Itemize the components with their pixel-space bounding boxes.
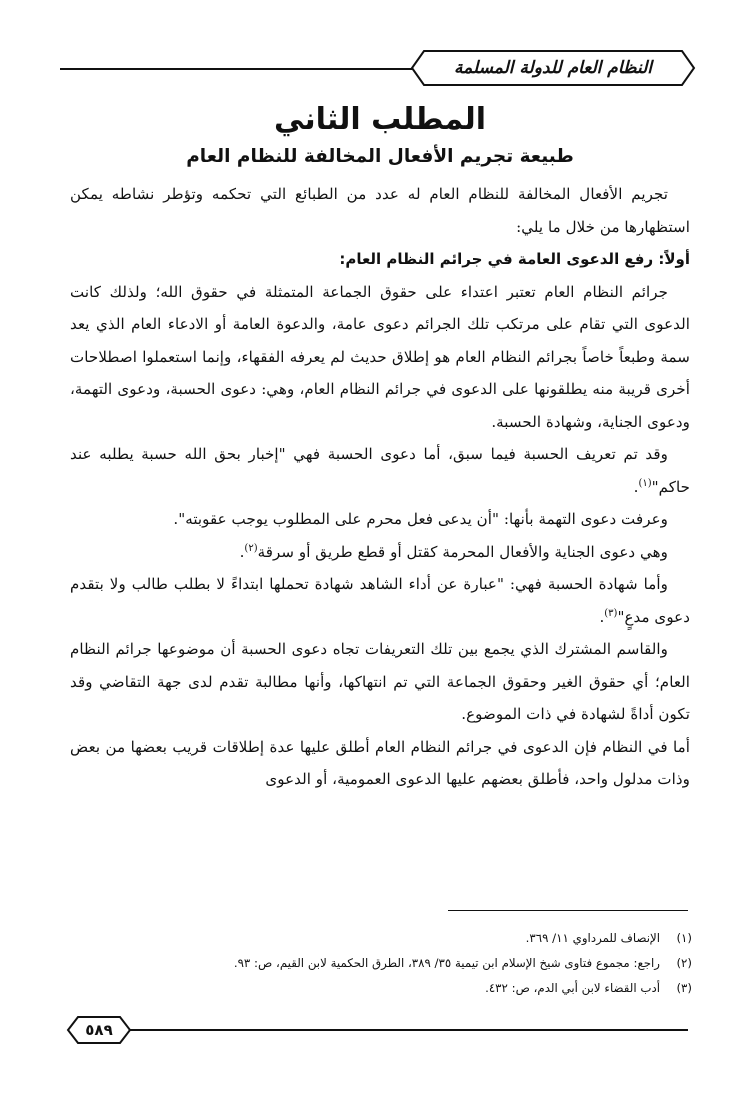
footnote-ref-3: (٣) <box>604 607 618 619</box>
subsection-heading-text: أولاً: رفع الدعوى العامة في جرائم النظام العام: <box>339 250 690 268</box>
paragraph-5: وأما شهادة الحسبة فهي: "عبارة عن أداء الشاهد شهادة تحملها ابتداءً لا بطلب طالب ولا بتقدم دعوى مدعٍ"$^{(٣)}$. <box>70 575 690 626</box>
paragraph-4: وهي دعوى الجناية والأفعال المحرمة كقتل أو قطع طريق أو سرقة$^{(٢)}$. <box>239 542 668 561</box>
footnote-text: الإنصاف للمرداوي ١١/ ٣٦٩. <box>525 931 660 945</box>
page-number-box <box>66 1015 132 1045</box>
footnote-separator <box>448 910 688 911</box>
paragraph-3: وعرفت دعوى التهمة بأنها: "أن يدعى فعل محرم على المطلوب يوجب عقوبته". <box>173 510 668 528</box>
main-content <box>70 96 690 796</box>
footnote-3 <box>80 976 692 1001</box>
footnote-number: (١) <box>676 931 692 945</box>
intro-paragraph: تجريم الأفعال المخالفة للنظام العام له عدد من الطبائع التي تحكمه وتؤطر نشاطه يمكن استظهارها من خلال ما يلي: <box>70 185 690 236</box>
paragraph-4-text: وهي دعوى الجناية والأفعال المحرمة كقتل أو قطع طريق أو سرقة <box>257 542 668 561</box>
section-subtitle: طبيعة تجريم الأفعال المخالفة للنظام العام <box>186 146 574 167</box>
footer-rule <box>128 1029 688 1031</box>
running-header <box>410 49 696 87</box>
footnote-number: (٣) <box>676 981 692 995</box>
footnote-ref-1: (١) <box>638 477 652 489</box>
subsection-heading <box>70 243 690 276</box>
running-header-title: النظام العام للدولة المسلمة <box>454 58 652 78</box>
paragraph-2: وقد تم تعريف الحسبة فيما سبق، أما دعوى الحسبة فهي "إخبار بحق الله حسبة يطلبه عند حاكم"$^{(١)}$. <box>70 445 690 496</box>
footnote-2 <box>80 951 692 976</box>
footnotes <box>80 926 692 1001</box>
footnote-number: (٢) <box>676 956 692 970</box>
paragraph-5-text: وأما شهادة الحسبة فهي: "عبارة عن أداء الشاهد شهادة تحملها ابتداءً لا بطلب طالب ولا بتقدم دعوى مدعٍ" <box>70 575 690 626</box>
footnote-text: أدب القضاء لابن أبي الدم، ص: ٤٣٢. <box>485 981 660 995</box>
footnote-ref-2: (٢) <box>244 542 258 554</box>
section-title: المطلب الثاني <box>273 102 486 137</box>
page-number: ٥٨٩ <box>85 1021 113 1039</box>
paragraph-2-text: وقد تم تعريف الحسبة فيما سبق، أما دعوى الحسبة فهي "إخبار بحق الله حسبة يطلبه عند حاكم" <box>70 445 690 496</box>
footnote-1 <box>80 926 692 951</box>
paragraph-7: أما في النظام فإن الدعوى في جرائم النظام العام أطلق عليها عدة إطلاقات قريب بعضها من بعض وذات مدلول واحد، فأطلق بعضهم عليها الدعوى العمومية، أو الدعوى <box>70 737 690 788</box>
footnote-text: راجع: مجموع فتاوى شيخ الإسلام ابن تيمية ٣٥/ ٣٨٩، الطرق الحكمية لابن القيم، ص: ٩٣. <box>233 956 660 970</box>
paragraph-1: جرائم النظام العام تعتبر اعتداء على حقوق الجماعة المتمثلة في حقوق الله؛ ولذلك كانت الدعوى التي تقام على مرتكب تلك الجرائم دعوى عامة، والدعوة العامة أو الادعاء العام الذي يعد سمة وطبعاً خاصاً بجرائم النظام العام هو إطلاق حديث لم يعرفه الفقهاء، وإنما استعملوا اصطلاحات أخرى قريبة منه يطلقونها على الدعوى في جرائم النظام العام، وهي: دعوى الحسبة، ودعوى التهمة، ودعوى الجناية، وشهادة الحسبة. <box>70 282 690 431</box>
paragraph-6: والقاسم المشترك الذي يجمع بين تلك التعريفات تجاه دعوى الحسبة أن موضوعها جرائم النظام العام؛ أي حقوق الغير وحقوق الجماعة التي تم انتهاكها، وأنها مطالبة تقدم لدى جهة التقاضي وقد تكون أداةً لشهادة في ذات الموضوع. <box>70 640 690 723</box>
